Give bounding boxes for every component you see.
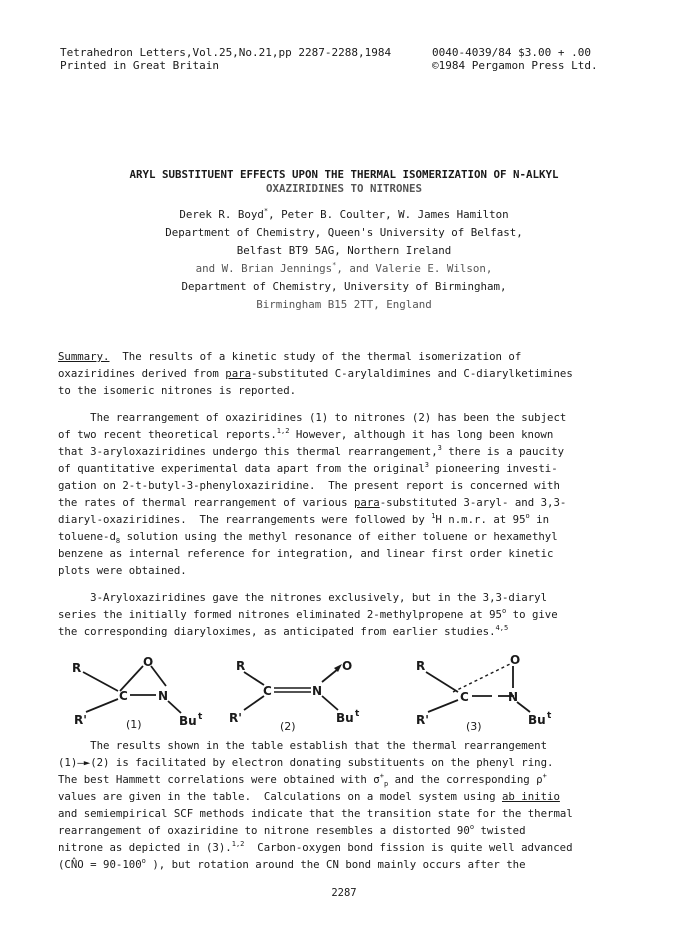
s2-label: (2) — [280, 720, 296, 733]
p1-ref-3b: 3 — [424, 461, 429, 469]
ab-initio: ab initio — [501, 790, 560, 803]
page-number: 2287 — [331, 887, 357, 899]
p3-line6 — [58, 822, 634, 839]
p1-line1: The rearrangement of oxaziridines (1) to nitrones (2) has been the subject — [58, 411, 567, 424]
p1-text2a: of two recent theoretical reports. — [58, 428, 277, 441]
corresponding-star-2: * — [332, 261, 337, 269]
s3-label: (3) — [466, 720, 482, 733]
p2-line3 — [58, 623, 634, 640]
p3-line5: and semiempirical SCF methods indicate that the transition state for the thermal — [58, 807, 573, 820]
s1-rprime: R' — [74, 713, 87, 727]
p2-text2a: series the initially formed nitrones eliminated 2-methylpropene at 95 — [58, 608, 502, 621]
paragraph-2 — [58, 589, 634, 640]
s3-r: R — [416, 659, 426, 673]
p1-text4b: pioneering investi- — [428, 462, 558, 475]
affiliation2-line1: Department of Chemistry, University of Birmingham, — [181, 280, 507, 293]
p3-text6b: twisted — [474, 824, 526, 837]
p3-text8c: ), but rotation around the CN bond mainly occurs after the — [145, 858, 526, 871]
p1-nmr-sup: 1 — [431, 512, 436, 520]
p1-ref-3a: 3 — [437, 444, 442, 452]
p1-text8a: toluene-d — [58, 530, 116, 543]
p1-line5: gation on 2-t-butyl-3-phenyloxaziridine. The present report is concerned with — [58, 479, 560, 492]
s2-o: O — [342, 659, 353, 673]
rho-plus: + — [542, 772, 547, 780]
p3-text3b: and the corresponding — [388, 773, 537, 786]
s2-r: R — [236, 659, 246, 673]
p3-line7 — [58, 839, 634, 856]
p3-degree: o — [469, 823, 475, 831]
p1-text6a: the rates of thermal rearrangement of various — [58, 496, 354, 509]
summary-text2b: -substituted C-arylaldimines and C-diarylketimines — [251, 367, 573, 380]
journal-header — [60, 46, 391, 72]
author-wilson: , and Valerie E. Wilson, — [336, 262, 493, 275]
copyright: ©1984 Pergamon Press Ltd. — [432, 59, 598, 72]
p1-line4 — [58, 460, 634, 477]
s1-n: N — [158, 689, 169, 703]
p3-line3 — [58, 771, 634, 788]
p1-text7c: in — [529, 513, 550, 526]
p2-ref-4-5: 4,5 — [495, 624, 509, 632]
author-line1 — [0, 206, 688, 224]
p3-line1: The results shown in the table establish that the thermal rearrangement — [58, 739, 548, 752]
journal-citation: Tetrahedron Letters,Vol.25,No.21,pp 2287-2288,1984 — [60, 46, 392, 59]
s1-c: C — [119, 689, 128, 703]
sigma-plus: + — [379, 772, 384, 780]
p1-text4a: of quantitative experimental data apart from the original — [58, 462, 425, 475]
p1-line10: plots were obtained. — [58, 564, 187, 577]
summary — [58, 348, 634, 399]
summary-para-word: para — [225, 367, 252, 380]
s1-r: R — [72, 661, 82, 675]
rho-symbol: ρ — [536, 773, 543, 786]
structure-1-oxaziridine — [70, 652, 220, 736]
p1-degree: o — [525, 512, 530, 520]
article-body-continued — [58, 737, 634, 873]
p1-para-word: para — [353, 496, 380, 509]
summary-label: Summary. — [58, 350, 110, 363]
reaction-arrow-icon: —► — [77, 756, 91, 769]
paragraph-3 — [58, 737, 634, 873]
p1-line6 — [58, 494, 634, 511]
p3-text4: values are given in the table. Calculations on a model system using — [58, 790, 502, 803]
p2-text3a: the corresponding diaryloximes, as anticipated from earlier studies. — [58, 625, 496, 638]
p1-line2 — [58, 426, 634, 443]
s2-rprime: R' — [229, 711, 242, 725]
summary-line3: to the isomeric nitrones is reported. — [58, 384, 297, 397]
s3-rprime: R' — [416, 713, 429, 727]
p3-text8a: (C — [58, 858, 71, 871]
p3-text2b: (2) is facilitated by electron donating substituents on the phenyl ring. — [90, 756, 554, 769]
p3-line4 — [58, 788, 634, 805]
p1-line3 — [58, 443, 634, 460]
p3-text3a: The best Hammett correlations were obtained with — [58, 773, 374, 786]
paragraph-1 — [58, 409, 634, 579]
s3-c: C — [460, 690, 469, 704]
p3-text6a: rearrangement of oxaziridine to nitrone resembles a distorted 90 — [58, 824, 470, 837]
sigma-symbol: σ — [373, 773, 380, 786]
affiliation1-line2: Belfast BT9 5AG, Northern Ireland — [236, 244, 452, 257]
article-body — [58, 348, 634, 640]
paper-title-line2: OXAZIRIDINES TO NITRONES — [265, 182, 422, 195]
p3-text7a: nitrone as depicted in (3). — [58, 841, 232, 854]
cno-angle: N̂O — [70, 858, 84, 871]
p3-line8 — [58, 856, 634, 873]
summary-line1 — [58, 348, 634, 365]
summary-text2a: oxaziridines derived from — [58, 367, 226, 380]
p1-ref-1-2: 1,2 — [276, 427, 290, 435]
p1-line7 — [58, 511, 634, 528]
p1-text6b: -substituted 3-aryl- and 3,3- — [379, 496, 567, 509]
s1-label: (1) — [126, 718, 142, 731]
p3-degree-2: o — [141, 857, 146, 865]
p3-text2a: (1) — [58, 756, 78, 769]
p1-d8-sub: 8 — [115, 537, 121, 545]
affiliation2-line2: Birmingham B15 2TT, England — [256, 298, 432, 311]
price-header — [432, 46, 598, 72]
p2-line2 — [58, 606, 634, 623]
structure-2-nitrone — [224, 652, 384, 736]
p1-line8 — [58, 528, 634, 545]
issn-price: 0040-4039/84 $3.00 + .00 — [432, 46, 591, 59]
s3-o: O — [510, 653, 521, 667]
affiliation1-line1: Department of Chemistry, Queen's University of Belfast, — [165, 226, 523, 239]
s2-n: N — [312, 684, 323, 698]
structure-3-transition-state — [412, 648, 572, 736]
p2-degree: o — [501, 607, 507, 615]
corresponding-star: * — [263, 207, 269, 215]
author-coauthors: , Peter B. Coulter, W. James Hamilton — [268, 208, 509, 221]
title-block — [0, 166, 688, 314]
p3-text7b: Carbon-oxygen bond fission is quite well advanced — [244, 841, 573, 854]
author-boyd: Derek R. Boyd — [179, 208, 264, 221]
p2-text2b: to give — [506, 608, 558, 621]
summary-line2 — [58, 365, 634, 382]
paper-title-line1: ARYL SUBSTITUENT EFFECTS UPON THE THERMAL ISOMERIZATION OF N-ALKYL — [129, 168, 559, 181]
p3-line2 — [58, 754, 634, 771]
s2-bu-t: t — [355, 709, 360, 719]
p1-text7b: H n.m.r. at 95 — [435, 513, 526, 526]
p1-line9: benzene as internal reference for integration, and linear first order kinetic — [58, 547, 554, 560]
s3-bu-t: t — [547, 711, 552, 721]
s3-bu: Bu — [528, 713, 546, 727]
p2-line1: 3-Aryloxaziridines gave the nitrones exclusively, but in the 3,3-diaryl — [58, 591, 548, 604]
p1-text3b: there is a paucity — [441, 445, 565, 458]
s2-bu: Bu — [336, 711, 354, 725]
p1-text8b: solution using the methyl resonance of either toluene or hexamethyl — [120, 530, 558, 543]
s2-c: C — [263, 684, 272, 698]
s3-n: N — [508, 690, 519, 704]
author-line2 — [0, 260, 688, 278]
p3-ref-1-2: 1,2 — [231, 840, 245, 848]
printed-in: Printed in Great Britain — [60, 59, 219, 72]
summary-text1: The results of a kinetic study of the thermal isomerization of — [109, 350, 522, 363]
p3-text8b: = 90-100 — [83, 858, 142, 871]
author-jennings: and W. Brian Jennings — [195, 262, 333, 275]
s1-o: O — [143, 655, 154, 669]
s1-bu-t: t — [198, 712, 203, 722]
s1-bu: Bu — [179, 714, 197, 728]
sigma-p: p — [383, 780, 389, 788]
p1-text2b: However, although it has long been known — [289, 428, 554, 441]
p1-text3a: that 3-aryloxaziridines undergo this thermal rearrangement, — [58, 445, 438, 458]
p1-text7a: diaryl-oxaziridines. The rearrangements were followed by — [58, 513, 432, 526]
